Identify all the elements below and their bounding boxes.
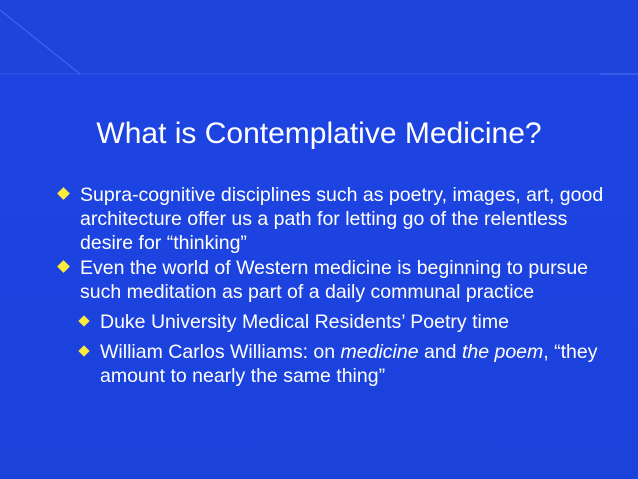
bullet-list — [56, 183, 616, 390]
sub-bullet-text-prefix: William Carlos Williams: on — [100, 341, 341, 363]
sub-bullet-item — [56, 340, 616, 388]
bullet-text: Supra-cognitive disciplines such as poetry, images, art, good architecture offer us a path for letting go of the relentless desire for “thinking” — [80, 184, 604, 254]
diamond-bullet-icon — [57, 260, 70, 273]
diamond-bullet-icon — [78, 345, 89, 356]
diamond-bullet-icon — [57, 187, 70, 200]
sub-bullet-text-suffix: , “they amount to nearly the same thing” — [100, 341, 598, 387]
bullet-item — [56, 183, 616, 255]
bullet-text: Even the world of Western medicine is beginning to pursue such meditation as part of a daily communal practice — [80, 257, 589, 303]
sub-bullet-text-middle: and — [418, 341, 462, 363]
sub-bullet-item — [56, 310, 616, 334]
bullet-item — [56, 256, 616, 304]
sub-bullet-text: Duke University Medical Residents’ Poetry time — [100, 311, 509, 333]
sub-bullet-emphasis: medicine — [340, 341, 419, 363]
sub-bullet-emphasis: the poem — [461, 341, 544, 363]
diamond-bullet-icon — [78, 315, 89, 326]
slide-title: What is Contemplative Medicine? — [96, 117, 542, 150]
